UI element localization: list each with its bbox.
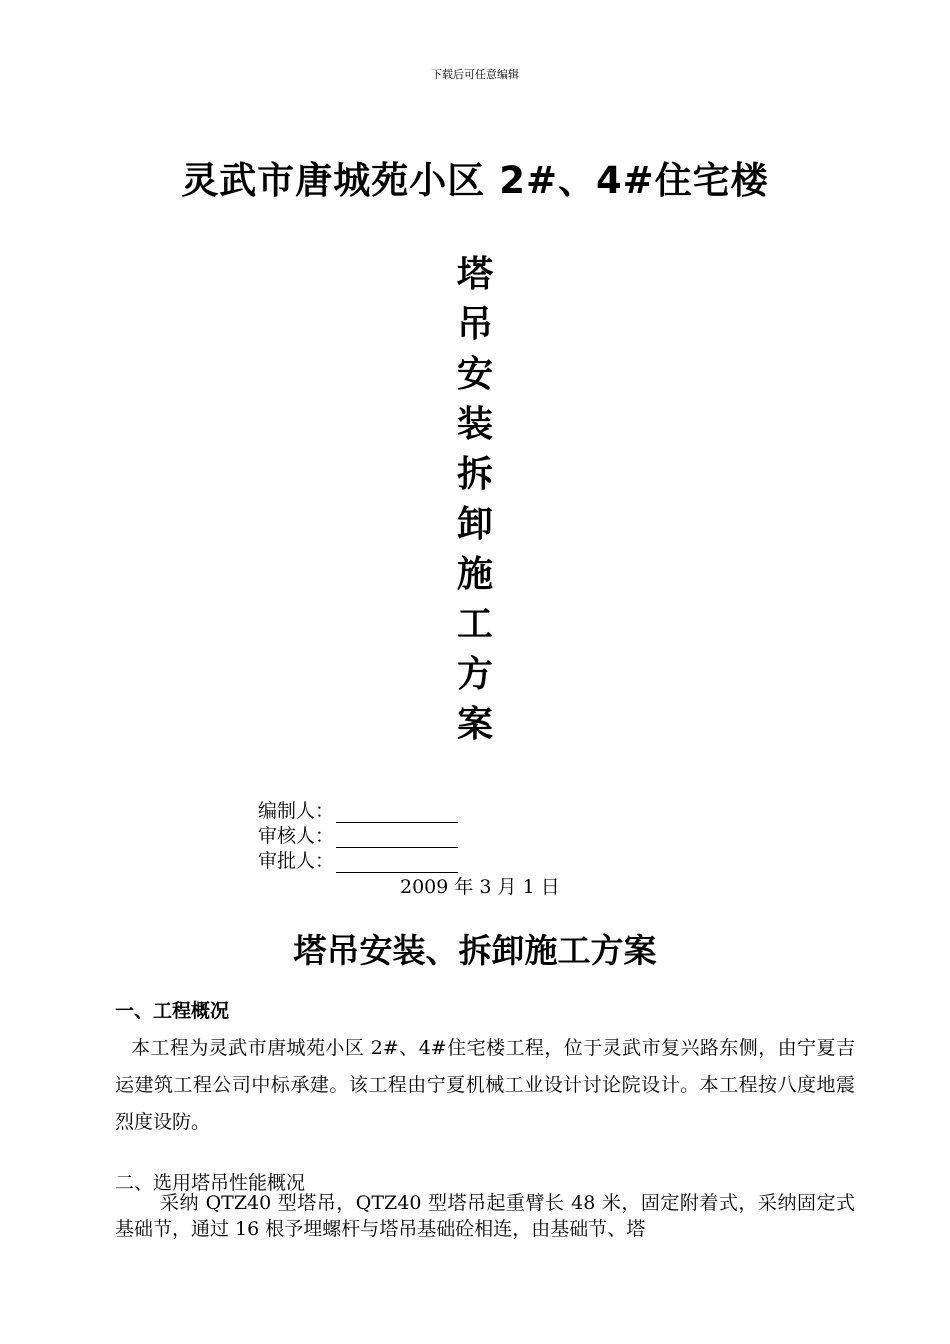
vertical-title-char: 方 <box>456 654 493 695</box>
main-title: 灵武市唐城苑小区 2#、4#住宅楼 <box>181 159 769 202</box>
header-note: 下载后可任意编辑 <box>431 68 519 81</box>
approver-blank-line <box>336 852 458 873</box>
vertical-title-char: 拆 <box>456 454 493 495</box>
vertical-title-char: 施 <box>456 554 493 595</box>
vertical-title <box>445 250 505 750</box>
vertical-title-char: 吊 <box>456 304 493 345</box>
section-paragraph: 采纳 QTZ40 型塔吊，QTZ40 型塔吊起重臂长 48 米，固定附着式，采纳固定式基础节，通过 16 根予埋螺杆与塔吊基础砼相连，由基础节、塔 <box>115 1192 855 1240</box>
reviewer-label: 审核人： <box>258 825 335 847</box>
compiler-signature <box>258 796 458 823</box>
vertical-title-char: 工 <box>456 604 493 645</box>
reviewer-blank-line <box>336 827 458 848</box>
section-heading: 二、选用塔吊性能概况 <box>115 1172 306 1194</box>
section-heading: 一、工程概况 <box>115 1000 230 1022</box>
section-title: 塔吊安装、拆卸施工方案 <box>293 931 657 970</box>
approver-label: 审批人： <box>258 850 335 872</box>
vertical-title-char: 卸 <box>456 504 493 545</box>
vertical-title-char: 安 <box>456 354 493 395</box>
reviewer-signature <box>258 821 458 848</box>
vertical-title-char: 塔 <box>456 254 493 295</box>
section-paragraph: 本工程为灵武市唐城苑小区 2#、4#住宅楼工程，位于灵武市复兴路东侧，由宁夏吉运建筑工程公司中标承建。该工程由宁夏机械工业设计讨论院设计。本工程按八度地震烈度设防。 <box>115 1037 855 1133</box>
approver-signature <box>258 846 458 873</box>
compiler-label: 编制人： <box>258 800 335 822</box>
compiler-blank-line <box>336 802 458 823</box>
document-date: 2009 年 3 月 1 日 <box>400 876 560 898</box>
vertical-title-char: 装 <box>456 404 493 445</box>
vertical-title-char: 案 <box>456 704 493 745</box>
